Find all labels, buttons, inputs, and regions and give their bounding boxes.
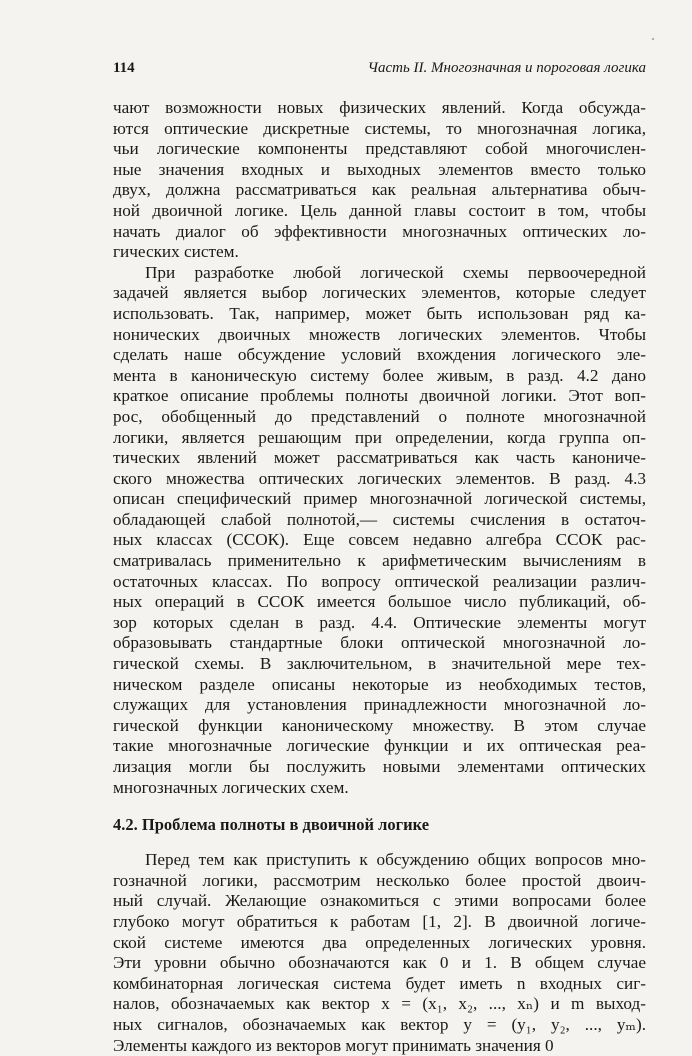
page-body <box>113 98 646 1056</box>
text-line: обладающей слабой полнотой,— системы счисления в остаточ- <box>113 509 646 529</box>
text-line: Перед тем как приступить к обсуждению общих вопросов мно- <box>145 850 646 870</box>
text-line: тических явлений может рассматриваться как часть канониче- <box>113 448 646 468</box>
text-line: начать диалог об эффективности многозначных оптических ло- <box>113 221 646 241</box>
section-paragraph <box>113 850 646 1056</box>
text-line: задачей является выбор логических элементов, которые следует <box>113 283 646 303</box>
text-line: гической схемы. В заключительном, в значительной мере тех- <box>113 654 646 674</box>
text-line: ются оптические дискретные системы, то многозначная логика, <box>113 118 646 138</box>
text-line: глубоко могут обратиться к работам [1, 2]. В двоичной логиче- <box>113 911 646 931</box>
text-line: Элементы каждого из векторов могут принимать значения 0 <box>113 1035 554 1055</box>
text-line: ные значения входных и выходных элементов вместо только <box>113 159 646 179</box>
text-line: лизация могли бы послужить новыми элементами оптических <box>113 757 646 776</box>
text-line: ных сигналов, обозначаемых как вектор y = (y₁, y₂, ..., yₘ). <box>113 1014 646 1034</box>
section-paragraph-text <box>113 850 646 1056</box>
text-line: чают возможности новых физических явлений. Когда обсужда- <box>113 98 646 117</box>
text-line: гозначной логики, рассмотрим несколько более простой двоич- <box>113 870 646 890</box>
paragraph-1 <box>113 98 646 263</box>
text-line: нонических двоичных множеств логических элементов. Чтобы <box>113 324 646 344</box>
text-line: ных классах (ССОК). Еще совсем недавно алгебра ССОК рас- <box>113 530 646 550</box>
text-line: гических систем. <box>113 242 239 262</box>
text-line: остаточных классах. По вопросу оптической реализации различ- <box>113 571 646 591</box>
paragraph-2 <box>113 263 646 798</box>
text-line: ническом разделе описаны некоторые из необходимых тестов, <box>113 674 646 694</box>
text-line: зор которых сделан в разд. 4.4. Оптические элементы могут <box>113 612 646 632</box>
text-line: комбинаторная логическая система будет иметь n входных сиг- <box>113 973 646 993</box>
text-line: ных операций в ССОК имеется большое число публикаций, об- <box>113 592 646 612</box>
text-line: многозначных логических схем. <box>113 777 349 797</box>
section-heading: 4.2. Проблема полноты в двоичной логике <box>113 815 430 835</box>
text-line: ского множества оптических логических элементов. В разд. 4.3 <box>113 468 646 488</box>
page-header <box>113 60 646 84</box>
text-line: ской системе имеются два определенных логических уровня. <box>113 932 646 952</box>
text-line: использовать. Так, например, может быть использован ряд ка- <box>113 303 646 323</box>
page-number: 114 <box>113 60 135 76</box>
text-line: краткое описание проблемы полноты двоичной логики. Этот воп- <box>113 386 646 406</box>
text-line: мента в каноническую систему более живым, в разд. 4.2 дано <box>113 365 646 385</box>
text-line: При разработке любой логической схемы первоочередной <box>145 262 646 282</box>
text-line: ной двоичной логике. Цель данной главы состоит в том, чтобы <box>113 200 646 220</box>
text-line: описан специфический пример многозначной логической системы, <box>113 489 646 509</box>
text-line: образовывать стандартные блоки оптической многозначной ло- <box>113 633 646 653</box>
running-head: Часть II. Многозначная и пороговая логика <box>367 60 646 76</box>
text-line: такие многозначные логические функции и их оптическая реа- <box>113 736 646 756</box>
text-line: Эти уровни обычно обозначаются как 0 и 1. В общем случае <box>113 953 646 973</box>
text-line: чьи логические компоненты представляют собой многочислен- <box>113 139 646 159</box>
text-line: сделать наше обсуждение условий вхождения логического эле- <box>113 345 646 365</box>
text-line: сматривалась применительно к арифметическим вычислениям в <box>113 551 646 571</box>
text-line: служащих для установления принадлежности многозначной ло- <box>113 695 646 715</box>
scan-speck <box>652 38 654 40</box>
text-line: двух, должна рассматриваться как реальная альтернатива обыч- <box>113 180 646 200</box>
paragraph-2-text <box>113 263 646 798</box>
text-line: рос, обобщенный до представлений о полноте многозначной <box>113 406 646 426</box>
text-line: налов, обозначаемых как вектор x = (x₁, x₂, ..., xₙ) и m выход- <box>113 994 646 1014</box>
text-line: логики, является решающим при определении, когда группа оп- <box>113 427 646 447</box>
text-line: ный случай. Желающие ознакомиться с этими вопросами более <box>113 891 646 911</box>
text-line: гической функции каноническому множеству. В этом случае <box>113 715 646 735</box>
paragraph-1-text <box>113 98 646 263</box>
